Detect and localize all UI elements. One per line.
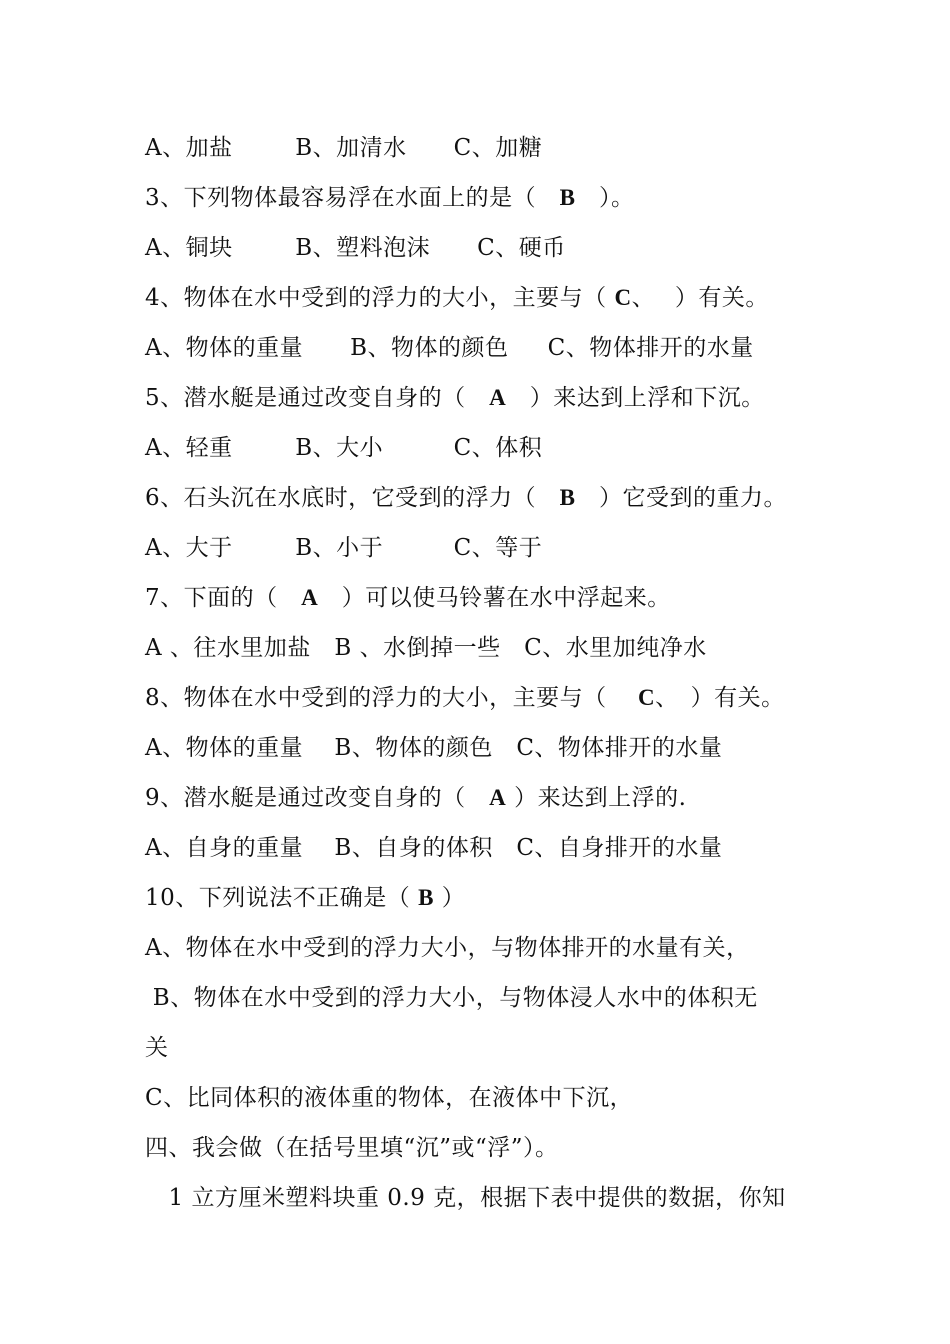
question-7 [145, 583, 671, 613]
text-line: A、物体的重量 B、物体的颜色 C、物体排开的水量 [145, 735, 723, 761]
question-5 [145, 383, 765, 413]
question-text: 6、石头沉在水底时，它受到的浮力（ [145, 485, 560, 511]
text-line: A 、往水里加盐 B 、水倒掉一些 C、水里加纯净水 [145, 635, 707, 661]
answer: B [559, 185, 576, 210]
question-text: 8、物体在水中受到的浮力的大小，主要与（ [145, 685, 638, 711]
question-10 [145, 883, 465, 913]
question-text: 3、下列物体最容易浮在水面上的是（ [145, 185, 560, 211]
question-text-end: ）来达到上浮的. [506, 785, 687, 811]
text-line: A、大于 B、小于 C、等于 [145, 535, 543, 561]
question-text: 5、潜水艇是通过改变自身的（ [145, 385, 490, 411]
text-line: A、加盐 B、加清水 C、加糖 [145, 135, 543, 161]
text-line: A、自身的重量 B、自身的体积 C、自身排开的水量 [145, 835, 723, 861]
text-line: A、铜块 B、塑料泡沫 C、硬币 [145, 235, 566, 261]
question-4 [145, 283, 769, 313]
question-text: 9、潜水艇是通过改变自身的（ [145, 785, 490, 811]
text-line: B、物体在水中受到的浮力大小，与物体浸人水中的体积无 [145, 985, 758, 1011]
question-text-end: ）。 [575, 185, 635, 211]
question-text-end: ）可以使马铃薯在水中浮起来。 [318, 585, 671, 611]
text-line: A、物体的重量 B、物体的颜色 C、物体排开的水量 [145, 335, 754, 361]
question-text: 10、下列说法不正确是（ [145, 885, 419, 911]
section-heading: 四、我会做（在括号里填“沉”或“浮”）。 [145, 1135, 559, 1161]
answer: B [559, 485, 576, 510]
question-9 [145, 783, 686, 813]
question-text-end: ）来达到上浮和下沉。 [506, 385, 765, 411]
text-line: C、比同体积的液体重的物体，在液体中下沉， [145, 1085, 634, 1111]
text-line: A、物体在水中受到的浮力大小，与物体排开的水量有关， [145, 935, 750, 961]
question-8 [145, 683, 785, 713]
answer: A [489, 385, 507, 410]
answer: A [301, 585, 319, 610]
question-text: 7、下面的（ [145, 585, 302, 611]
question-text-end: 、 ）有关。 [655, 685, 785, 711]
answer: A [489, 785, 507, 810]
question-3 [145, 183, 634, 213]
answer: C [614, 285, 632, 310]
text-line: 1 立方厘米塑料块重 0.9 克，根据下表中提供的数据，你知 [145, 1185, 786, 1211]
question-text: 4、物体在水中受到的浮力的大小，主要与（ [145, 285, 615, 311]
question-text-end: ） [433, 885, 466, 911]
text-line: A、轻重 B、大小 C、体积 [145, 435, 543, 461]
answer: C [637, 685, 656, 710]
question-text-end: ）它受到的重力。 [575, 485, 787, 511]
text-line: 关 [145, 1035, 169, 1061]
question-text-end: 、 ）有关。 [631, 285, 769, 311]
question-6 [145, 483, 787, 513]
answer: B [418, 885, 434, 910]
